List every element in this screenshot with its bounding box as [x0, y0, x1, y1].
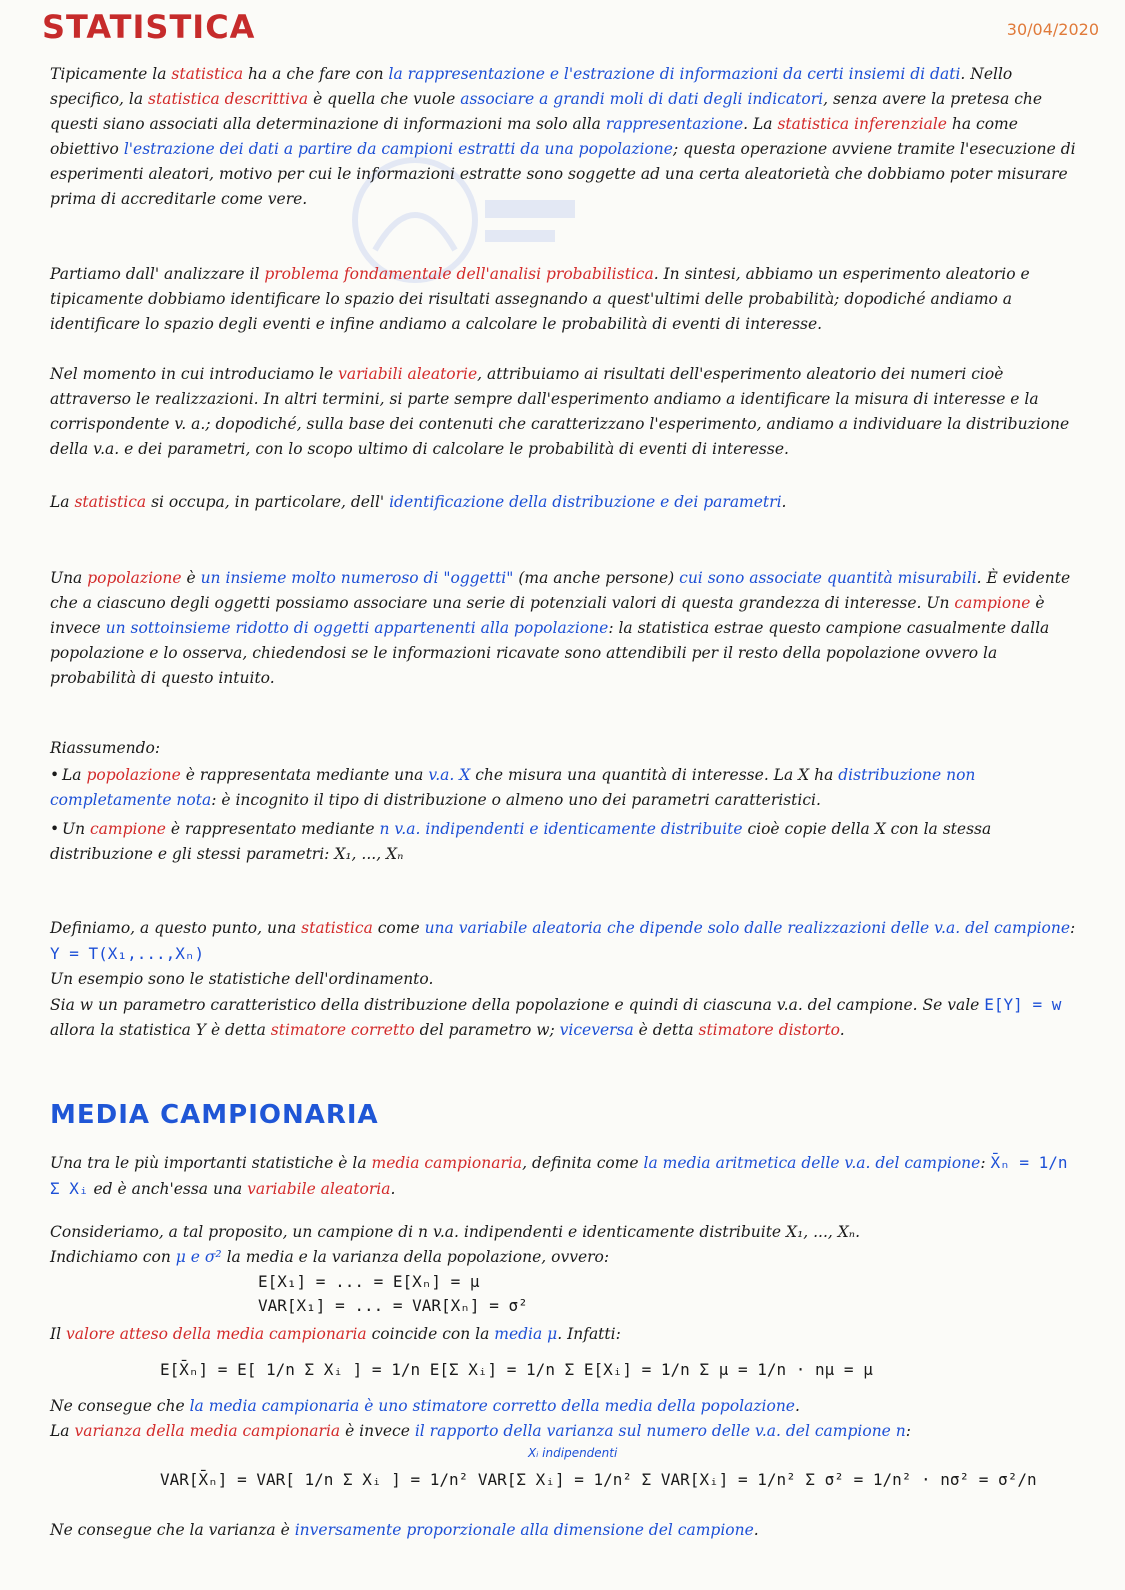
text: Tipicamente la: [50, 65, 172, 83]
text: popolazione: [86, 766, 181, 784]
intro-paragraph-1: [50, 62, 1080, 212]
intro-paragraph-3: [50, 362, 1080, 462]
equation-variance: VAR[X₁] = ... = VAR[Xₙ] = σ²: [258, 1296, 528, 1315]
text: problema fondamentale dell'analisi probabilistica: [264, 265, 654, 283]
text: variabili aleatorie: [338, 365, 478, 383]
text: una variabile aleatoria che dipende solo dalle realizzazioni delle v.a. del campione: [424, 919, 1071, 937]
sample-mean-formula: X̄ₙ = 1/n Σ Xᵢ: [50, 1153, 1068, 1198]
intro-paragraph-4: [50, 490, 1080, 515]
text: . Infatti:: [557, 1325, 621, 1343]
text: (ma anche persone): [513, 569, 680, 587]
text: media μ: [494, 1325, 558, 1343]
media-paragraph-3: [50, 1322, 1080, 1347]
intro-paragraph-2: [50, 262, 1080, 337]
text: la rappresentazione e l'estrazione di informazioni da certi insiemi di dati: [388, 65, 961, 83]
text: .: [753, 1521, 759, 1539]
text: campione: [89, 820, 166, 838]
text: Sia w un parametro caratteristico della distribuzione della popolazione e quindi di ciascuna v.a. del campione. Se vale: [50, 996, 985, 1014]
text: stimatore corretto: [270, 1021, 415, 1039]
text: Una tra le più importanti statistiche è la: [50, 1154, 372, 1172]
text: Partiamo dall' analizzare il: [50, 265, 265, 283]
text: la media campionaria è uno stimatore corretto della media della popolazione: [189, 1397, 795, 1415]
text: statistica descrittiva: [148, 90, 309, 108]
text: Definiamo, a questo punto, una: [50, 919, 302, 937]
text: . La: [743, 115, 778, 133]
text: rappresentazione: [605, 115, 744, 133]
text: .: [839, 1021, 845, 1039]
text: variabile aleatoria: [247, 1180, 391, 1198]
text: , definita come: [522, 1154, 644, 1172]
text: Il: [50, 1325, 67, 1343]
text: identificazione della distribuzione e dei parametri: [389, 493, 782, 511]
text: ha a che fare con: [243, 65, 389, 83]
text: ha come obiettivo: [50, 115, 1018, 158]
text: allora la statistica Y è detta: [50, 1021, 271, 1039]
text: Una: [50, 569, 88, 587]
text: coincide con la: [366, 1325, 495, 1343]
text: ed è anch'essa una: [88, 1180, 248, 1198]
text: media campionaria: [371, 1154, 523, 1172]
text: .: [390, 1180, 396, 1198]
text: associare a grandi moli di dati degli indicatori: [460, 90, 824, 108]
text: è detta: [633, 1021, 699, 1039]
text: campione: [954, 594, 1031, 612]
text: La: [50, 493, 75, 511]
text: Un esempio sono le statistiche dell'ordinamento.: [50, 970, 434, 988]
text: del parametro w;: [414, 1021, 560, 1039]
text: inversamente proporzionale alla dimensione del campione: [294, 1521, 754, 1539]
text: :: [1070, 919, 1076, 937]
text: Ne consegue che la varianza è: [50, 1521, 295, 1539]
text: varianza della media campionaria: [74, 1422, 341, 1440]
text: la media e la varianza della popolazione, ovvero:: [221, 1248, 610, 1266]
text: ; questa operazione avviene tramite l'esecuzione di esperimenti aleatori, motivo per cui le informazioni estratte sono soggette ad una certa aleatorietà che dobbiamo poter misurare prima di accreditarle come vere.: [50, 140, 1076, 208]
text: un sottoinsieme ridotto di oggetti appartenenti alla popolazione: [105, 619, 609, 637]
text: Nel momento in cui introduciamo le: [50, 365, 339, 383]
text: la media aritmetica delle v.a. del campione: [643, 1154, 981, 1172]
text: :: [980, 1154, 991, 1172]
text: , attribuiamo ai risultati dell'esperimento aleatorio dei numeri cioè attraverso le realizzazioni. In altri termini, si parte sempre dall'esperimento andiamo a identificare la misura di interesse e la corrispondente v. a.; dopodiché, sulla base dei contenuti che caratterizzano l'esperimento, andiamo a individuare la distribuzione della v.a. e dei parametri, con lo scopo ultimo di calcolare le probabilità di eventi di interesse.: [50, 365, 1070, 458]
text: statistica inferenziale: [777, 115, 947, 133]
text: statistica: [301, 919, 373, 937]
text: : è incognito il tipo di distribuzione o almeno uno dei parametri caratteristici.: [211, 791, 821, 809]
text: è invece: [340, 1422, 415, 1440]
text: valore atteso della media campionaria: [66, 1325, 367, 1343]
text: statistica: [74, 493, 147, 511]
bullet-dot-icon: •: [50, 820, 60, 838]
text: che misura una quantità di interesse. La X ha: [470, 766, 839, 784]
text: si occupa, in particolare, dell': [146, 493, 390, 511]
text: .: [781, 493, 787, 511]
text: è rappresentata mediante una: [180, 766, 429, 784]
text: n v.a. indipendenti e identicamente distribuite: [379, 820, 743, 838]
text: è invece: [50, 594, 1045, 637]
text: come: [372, 919, 425, 937]
text: cioè copie della X con la stessa distribuzione e gli stessi parametri: X₁, ..., Xₙ: [50, 820, 992, 863]
summary-heading: [50, 736, 1080, 761]
text: stimatore distorto: [698, 1021, 840, 1039]
text: La: [62, 766, 87, 784]
equation-expected-sample-mean: E[X̄ₙ] = E[ 1/n Σ Xᵢ ] = 1/n E[Σ Xᵢ] = 1/n Σ E[Xᵢ] = 1/n Σ μ = 1/n · nμ = μ: [160, 1360, 873, 1379]
text: La: [50, 1422, 75, 1440]
text: Consideriamo, a tal proposito, un campione di n v.a. indipendenti e identicamente distribuite X₁, ..., Xₙ.: [50, 1223, 861, 1241]
bullet-item-1: [50, 763, 1080, 813]
text: : la statistica estrae questo campione casualmente dalla popolazione e lo osserva, chiedendosi se le informazioni ricavate sono attendibili per il resto della popolazione ovvero la probabilità di questo intuito.: [50, 619, 1050, 687]
media-paragraph-2: [50, 1220, 1080, 1270]
media-paragraph-4: [50, 1394, 1080, 1444]
text: l'estrazione dei dati a partire da campioni estratti da una popolazione: [123, 140, 673, 158]
text: è: [181, 569, 201, 587]
equation-variance-sample-mean: VAR[X̄ₙ] = VAR[ 1/n Σ Xᵢ ] = 1/n² VAR[Σ Xᵢ] = 1/n² Σ VAR[Xᵢ] = 1/n² Σ σ² = 1/n² · nσ² = σ²/n: [160, 1470, 1037, 1489]
text: Ne consegue che: [50, 1397, 190, 1415]
text: statistica: [171, 65, 244, 83]
text: viceversa: [559, 1021, 634, 1039]
statistic-definition: [50, 916, 1080, 1043]
bullet-dot-icon: •: [50, 766, 60, 784]
text: distribuzione non completamente nota: [50, 766, 976, 809]
bullet-item-2: [50, 817, 1080, 867]
text: è quella che vuole: [308, 90, 461, 108]
text: cui sono associate quantità misurabili: [679, 569, 977, 587]
equation-mean: E[X₁] = ... = E[Xₙ] = μ: [258, 1272, 480, 1291]
population-paragraph: [50, 566, 1080, 691]
independence-note: Xᵢ indipendenti: [528, 1446, 618, 1460]
text: Indichiamo con: [50, 1248, 176, 1266]
section-title-media: MEDIA CAMPIONARIA: [50, 1100, 379, 1130]
text: il rapporto della varianza sul numero delle v.a. del campione n: [414, 1422, 906, 1440]
text: Un: [62, 820, 90, 838]
page-title: STATISTICA: [42, 8, 256, 46]
text: popolazione: [87, 569, 182, 587]
text: è rappresentato mediante: [165, 820, 380, 838]
page-date: 30/04/2020: [1006, 20, 1099, 39]
media-paragraph-5: [50, 1518, 1080, 1543]
bullet-list: [50, 763, 1080, 867]
text: . È evidente che a ciascuno degli oggetti possiamo associare una serie di potenziali valori di questa grandezza di interesse. Un: [50, 569, 1071, 612]
expectation-formula: E[Y] = w: [984, 995, 1062, 1014]
text: Riassumendo:: [50, 739, 161, 757]
text: μ e σ²: [175, 1248, 222, 1266]
text: .: [794, 1397, 800, 1415]
text: . In sintesi, abbiamo un esperimento aleatorio e tipicamente dobbiamo identificare lo spazio dei risultati assegnando a quest'ultimi delle probabilità; dopodiché andiamo a identificare lo spazio degli eventi e infine andiamo a calcolare le probabilità di eventi di interesse.: [50, 265, 1030, 333]
text: , senza avere la pretesa che questi siano associati alla determinazione di informazioni ma solo alla: [50, 90, 1043, 133]
text: :: [905, 1422, 911, 1440]
media-paragraph-1: [50, 1150, 1080, 1202]
text: v.a. X: [428, 766, 471, 784]
statistic-formula: Y = T(X₁,...,Xₙ): [50, 944, 205, 963]
text: . Nello specifico, la: [50, 65, 1013, 108]
text: un insieme molto numeroso di "oggetti": [200, 569, 514, 587]
